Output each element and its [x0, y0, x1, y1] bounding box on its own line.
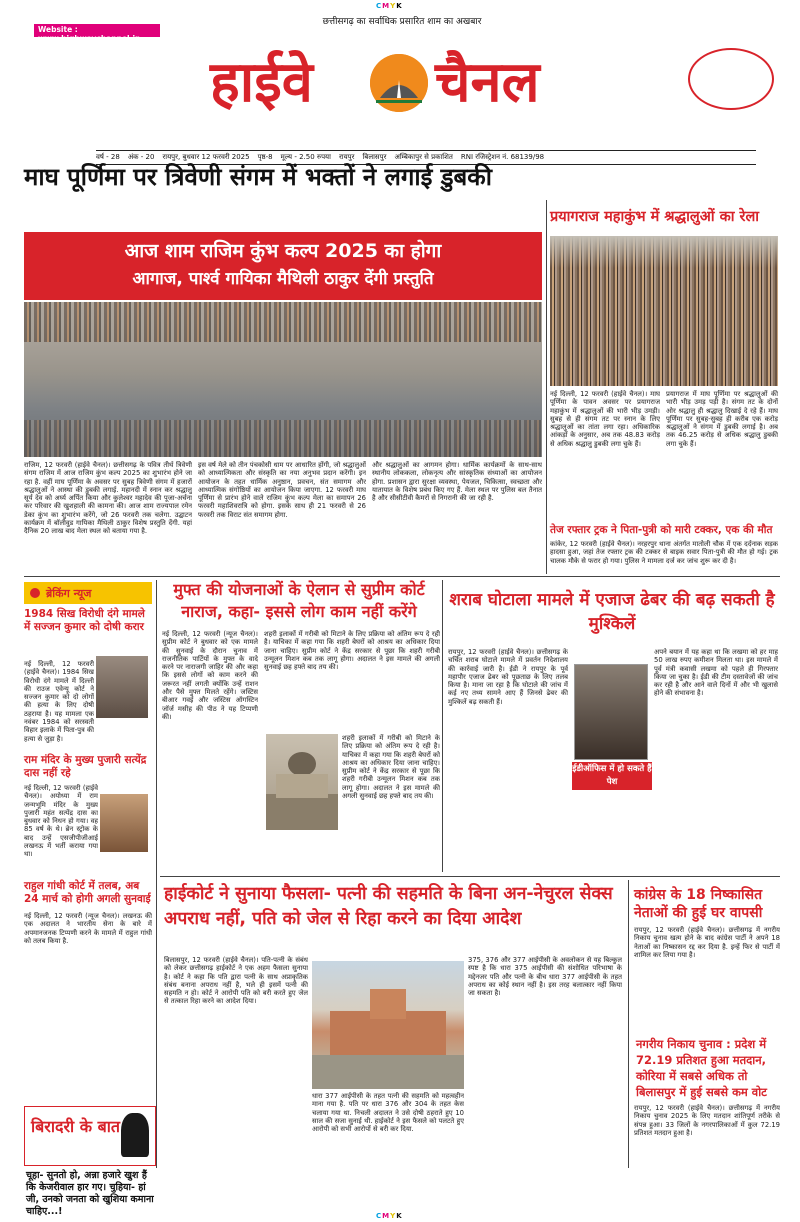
- tagline: छत्तीसगढ़ का सर्वाधिक प्रसारित शाम का अखबार: [322, 17, 482, 27]
- info-date: रायपुर, बुधवार 12 फरवरी 2025: [162, 153, 250, 161]
- section-divider: [160, 876, 780, 877]
- column-divider: [628, 880, 629, 1168]
- ear-panel-icon: [688, 48, 774, 110]
- mouse-cartoon-icon: [121, 1113, 149, 1157]
- lead-col-3: और श्रद्धालुओं का आगमन होगा। धार्मिक कार्यक्रमों के साथ-साथ स्थानीय लोककला, लोकनृत्य और सांस्कृतिक संध्याओं का आयोजन होगा. प्रशासन द्वारा सुरक्षा व्यवस्था, पेयजल, चिकित्सा, स्वच्छता और यातायात के विशेष प्रबंध किए गए हैं. मेला स्थल पर पुलिस बल तैनात है और सीसीटीवी कैमरों से निगरानी की जा रही है.: [372, 461, 542, 503]
- column-divider: [156, 580, 157, 1168]
- liquor-col-2: अपने बयान में यह कहा था कि लखमा को हर माह 50 लाख रुपए कमीशन मिलता था। इस मामले में पूर्व मंत्री कवासी लखमा को पहले ही गिरफ्तार किया जा चुका है। ईडी की टीम दस्तावेजों की जांच कर रही है और आने वाले दिनों में और भी खुलासे होने की संभावना है।: [654, 648, 778, 698]
- mahakumbh-crowd-photo: [550, 236, 778, 386]
- breaking-item-3-body: नई दिल्ली, 12 फरवरी (न्यूज चैनल)। लखनऊ की एक अदालत ने भारतीय सेना के बारे में अपमानजनक टिप्पणी करने के मामले में राहुल गांधी को तलब किया है.: [24, 912, 152, 945]
- sc-col-3: शहरी इलाकों में गरीबी को मिटाने के लिए प्रक्रिया को अंतिम रूप दे रही है। याचिका में कहा गया कि शहरी बेघरों को आश्रय का अधिकार दिया जाना चाहिए। सुप्रीम कोर्ट ने केंद्र सरकार से पूछा कि शहरी गरीबी उन्मूलन मिशन कब तक लागू होगा। अदालत ने इस मामले की अगली सुनवाई छह हफ्ते बाद तय की।: [342, 734, 440, 801]
- hc-col-2: धारा 377 आईपीसी के तहत पत्नी की सहमति को महत्वहीन माना गया है. पति पर धारा 376 और 304 के तहत केस चलाया गया था. निचली अदालत ने उसे दोषी ठहराते हुए 10 साल की सजा सुनाई थी. हाईकोर्ट ने इस फैसले को पलटते हुए आरोपी को सभी आरोपों से बरी कर दिया.: [312, 1092, 464, 1134]
- lead-banner-line-2: आगाज, पार्श्व गायिका मैथिली ठाकुर देंगी प्रस्तुति: [132, 269, 434, 289]
- section-divider: [24, 576, 780, 577]
- congress-headline[interactable]: कांग्रेस के 18 निष्कासित नेताओं की हुई घर वापसी: [634, 887, 763, 921]
- masthead-title-left: हाईवे: [210, 49, 313, 115]
- column-divider: [442, 580, 443, 872]
- accident-headline[interactable]: तेज रफ्तार ट्रक ने पिता-पुत्री को मारी टक्कर, एक की मौत: [550, 524, 773, 536]
- lead-banner-line-1: आज शाम राजिम कुंभ कल्प 2025 का होगा: [124, 240, 442, 262]
- high-court-photo: [312, 961, 464, 1089]
- supreme-court-photo: [266, 734, 338, 830]
- breaking-item-2-headline[interactable]: राम मंदिर के मुख्य पुजारी सत्येंद्र दास नहीं रहे: [24, 754, 147, 779]
- hc-col-1: बिलासपुर, 12 फरवरी (हाईवे चैनल)। पति-पत्नी के संबंध को लेकर छत्तीसगढ़ हाईकोर्ट ने एक अहम फैसला सुनाया है। कोर्ट ने कहा कि पति द्वारा पत्नी के साथ अप्राकृतिक संबंध बनाना अपराध नहीं है, भले ही इसमें पत्नी की सहमति न हो। कोर्ट ने आरोपी पति को बरी करते हुए जेल से तत्काल रिहा करने का आदेश दिया।: [164, 956, 308, 1006]
- cmyk-marker-bottom: CMYK: [376, 1212, 403, 1220]
- hc-col-3: 375, 376 और 377 आईपीसी के अवलोकन से यह बिल्कुल स्पष्ट है कि धारा 375 आईपीसी की संशोधित परिभाषा के मद्देनजर पति और पत्नी के बीच धारा 377 आईपीसी के तहत अपराध का कोई स्थान नहीं है। इस तरह बलात्कार नहीं किया जा सकता है।: [468, 956, 622, 998]
- cartoon-title: बिरादरी के बात: [31, 1117, 120, 1136]
- info-issue: अंक - 20: [127, 153, 155, 161]
- prayagraj-col-2: प्रयागराज में माघ पूर्णिमा पर श्रद्धालुओं की भारी भीड़ उमड़ पड़ी है। संगम तट के दोनों ओर श्रद्धालु ही श्रद्धालु दिखाई दे रहे हैं। माघ पूर्णिमा पर सुबह-सुबह ही करीब एक करोड़ श्रद्धालुओं ने संगम में डुबकी लगाई है। अब तक 46.25 करोड़ से अधिक श्रद्धालु डुबकी लगा चुके हैं।: [666, 390, 778, 448]
- accident-body: कांकेर, 12 फरवरी (हाईवे चैनल)। नरहरपुर थाना अंतर्गत मातोली चौक में एक दर्दनाक सड़क हादसा हुआ, जहां तेज रफ्तार ट्रक की टक्कर से बाइक सवार पिता-पुत्री की मौत हो गई। ट्रक चालक मौके से फरार हो गया। पुलिस ने मामला दर्ज कर जांच शुरू कर दी है।: [550, 540, 778, 565]
- info-city-2: बिलासपुर: [362, 153, 387, 161]
- sajjan-kumar-photo: [96, 656, 148, 718]
- liquor-scam-headline[interactable]: शराब घोटाला मामले में एजाज ढेबर की बढ़ सकती है मुश्किलें: [449, 590, 775, 634]
- lead-col-2: इस वर्ष मेले को तीन पंचकोसी धाम पर आधारित होंगी, जो श्रद्धालुओं को आध्यात्मिकता और संस्कृति का नया अनुभव प्रदान करेंगी। इन आयोजन के तहत धार्मिक अनुष्ठान, प्रवचन, संत समागम और आध्यात्मिक संगोष्ठियों का आयोजन किया जाएगा. 12 फरवरी माघ पूर्णिमा से प्रारंभ होने वाले राजिम कुंभ कल्प मेला का समापन 26 फरवरी महाशिवरात्रि को होगा. इसके साथ ही 21 फरवरी से 26 फरवरी तक विराट संत समागम होगा.: [198, 461, 366, 519]
- info-price: मूल्य - 2.50 रुपया: [280, 153, 331, 161]
- prayagraj-col-1: नई दिल्ली, 12 फरवरी (हाईवे चैनल)। माघ पूर्णिमा के पावन अवसर पर प्रयागराज महाकुंभ में श्रद्धालुओं की भारी भीड़ उमड़ी। सुबह से ही संगम तट पर स्नान के लिए श्रद्धालुओं का तांता लगा रहा। अधिकारिक आंकड़ों के अनुसार, अब तक 48.83 करोड़ से अधिक श्रद्धालु डुबकी लगा चुके हैं।: [550, 390, 660, 448]
- ejaz-dhebar-photo: [574, 664, 648, 760]
- triveni-sangam-photo: [24, 302, 542, 457]
- nagriya-chunav-headline[interactable]: नगरीय निकाय चुनाव : प्रदेश में 72.19 प्रतिशत हुआ मतदान, कोरिया में सबसे अधिक तो बिलासपुर में हुई सबसे कम वोट: [636, 1037, 767, 1099]
- satyendra-das-photo: [100, 794, 148, 852]
- prayagraj-headline[interactable]: प्रयागराज महाकुंभ में श्रद्धालुओं का रेला: [550, 209, 760, 225]
- liquor-col-1: रायपुर, 12 फरवरी (हाईवे चैनल)। छत्तीसगढ़ के चर्चित शराब घोटाले मामले में प्रवर्तन निदेशालय की कार्रवाई जारी है। ईडी ने रायपुर के पूर्व महापौर एजाज ढेबर को पूछताछ के लिए तलब किया है। माना जा रहा है कि घोटाले की जांच में कई नए तथ्य सामने आए हैं जिनसे ढेबर की मुश्किलें बढ़ सकती हैं।: [448, 648, 568, 706]
- website-label[interactable]: Website : www.highwaychannel.in: [34, 24, 160, 37]
- breaking-item-1-body: नई दिल्ली, 12 फरवरी (हाईवे चैनल)। 1984 सिख विरोधी दंगे मामले में दिल्ली की राउज एवेन्यू कोर्ट ने सज्जन कुमार को दो लोगों की हत्या के लिए दोषी ठहराया है। यह मामला एक नवंबर 1984 को सरस्वती विहार इलाके में पिता-पुत्र की हत्या से जुड़ा है।: [24, 660, 94, 743]
- masthead: [210, 48, 590, 116]
- masthead-title-right: चैनल: [435, 49, 540, 115]
- lead-col-1: राजिम, 12 फरवरी (हाईवे चैनल)। छत्तीसगढ़ के पवित्र तीर्थ त्रिवेणी संगम राजिम में आज राजिम कुंभ कल्प 2025 का शुभारंभ होने जा रहा है. वहीं माघ पूर्णिमा के अवसर पर सुबह त्रिवेणी संगम में हजारों श्रद्धालुओं ने आस्था की डुबकी लगाई. महानदी में स्नान कर श्रद्धालु सूर्य देव को अर्घ्य अर्पित किया और कुलेश्वर महादेव की पूजा-अर्चना कर परिवार की खुशहाली की कामना की। आज शाम राज्यपाल रमेन डेका कुंभ का शुभारंभ करेंगे, जो 26 फरवरी तक चलेगा. उद्घाटन कार्यक्रम में बॉलीवुड गायिका मैथिली ठाकुर विशेष प्रस्तुति देंगी. यहां दैनिक 20 लाख बाद मेला स्थल को बताया गया है.: [24, 461, 192, 536]
- breaking-item-3-headline[interactable]: राहुल गांधी कोर्ट में तलब, अब 24 मार्च को होगी अगली सुनवाई: [24, 880, 151, 905]
- breaking-item-2-body: नई दिल्ली, 12 फरवरी (हाईवे चैनल)। अयोध्या में राम जन्मभूमि मंदिर के मुख्य पुजारी महंत सत्येंद्र दास का बुधवार को निधन हो गया। वह 85 वर्ष के थे। ब्रेन स्ट्रोक के बाद उन्हें एसजीपीजीआई लखनऊ में भर्ती कराया गया था।: [24, 784, 98, 859]
- nagriya-chunav-body: रायपुर, 12 फरवरी (हाईवे चैनल)। छत्तीसगढ़ में नगरीय निकाय चुनाव 2025 के लिए मतदान शांतिपूर्ण तरीके से संपन्न हुआ। 33 जिलों के नगरपालिकाओं में कुल 72.19 प्रतिशत मतदान हुआ है।: [634, 1104, 780, 1137]
- crowd-texture: [24, 302, 542, 342]
- info-published: अम्बिकापुर से प्रकाशित: [394, 153, 453, 161]
- cmyk-marker: CMYK: [376, 2, 403, 10]
- info-year: वर्ष - 28: [96, 153, 120, 161]
- breaking-news-label: ब्रेकिंग न्यूज: [24, 582, 152, 604]
- sc-col-2: शहरी इलाकों में गरीबी को मिटाने के लिए प्रक्रिया को अंतिम रूप दे रही है। याचिका में कहा गया कि शहरी बेघरों को आश्रय का अधिकार दिया जाना चाहिए। सुप्रीम कोर्ट ने केंद्र सरकार से पूछा कि शहरी गरीबी उन्मूलन मिशन कब तक लागू होगा। अदालत ने इस मामले की अगली सुनवाई छह हफ्ते बाद तय की।: [264, 630, 440, 672]
- info-city-1: रायपुर: [338, 153, 355, 161]
- lead-banner: [24, 232, 542, 300]
- breaking-item-1-headline[interactable]: 1984 सिख विरोधी दंगे मामले में सज्जन कुमार को दोषी करार: [24, 608, 145, 633]
- lead-headline[interactable]: माघ पूर्णिमा पर त्रिवेणी संगम में भक्तों ने लगाई डुबकी: [24, 163, 492, 191]
- info-rni: RNI रजिस्ट्रेशन नं. 68139/98: [460, 153, 545, 161]
- sc-col-1: नई दिल्ली, 12 फरवरी (न्यूज चैनल)। सुप्रीम कोर्ट ने बुधवार को एक मामले की सुनवाई के दौरान चुनाव में राजनीतिक पार्टियों के मुफ्त के वादे करने पर नाराजगी जाहिर की और कहा कि इससे लोगों को काम करने की जरूरत नहीं लगती क्योंकि उन्हें राशन और पैसे मुफ्त मिलते रहेंगे। जस्टिस बीआर गवई और जस्टिस ऑगस्टिन जॉर्ज मसीह की पीठ ने यह टिप्पणी की।: [162, 630, 258, 721]
- cartoon-dialogue: चूहा- सुनतो हो, अन्ना हजारे खुश हैं कि केजरीवाल हार गए। चुहिया- हां जी, उनको जनता को खुशिया कमाना चाहिए...!: [26, 1170, 154, 1217]
- congress-body: रायपुर, 12 फरवरी (हाईवे चैनल)। छत्तीसगढ़ में नगरीय निकाय चुनाव खत्म होने के बाद कांग्रेस पार्टी ने अपने 18 नेताओं का निष्कासन रद्द कर दिया है. इन्हें फिर से पार्टी में शामिल कर लिया गया है।: [634, 926, 780, 959]
- supreme-court-headline[interactable]: मुफ्त की योजनाओं के ऐलान से सुप्रीम कोर्ट नाराज, कहा- इससे लोग काम नहीं करेंगे: [173, 580, 425, 621]
- road-logo-icon: [370, 54, 428, 112]
- high-court-headline[interactable]: हाईकोर्ट ने सुनाया फैसला- पत्नी की सहमति के बिना अन-नेचुरल सेक्स अपराध नहीं, पति को जेल से रिहा करने का दिया आदेश: [164, 884, 613, 929]
- crowd-texture: [24, 420, 542, 457]
- cartoon-box: [24, 1106, 156, 1166]
- info-pages: पृष्ठ-8: [257, 153, 273, 161]
- column-divider: [546, 200, 547, 574]
- ejaz-photo-caption: ईडीऑफिस में हो सकते हैं पेश: [572, 762, 652, 790]
